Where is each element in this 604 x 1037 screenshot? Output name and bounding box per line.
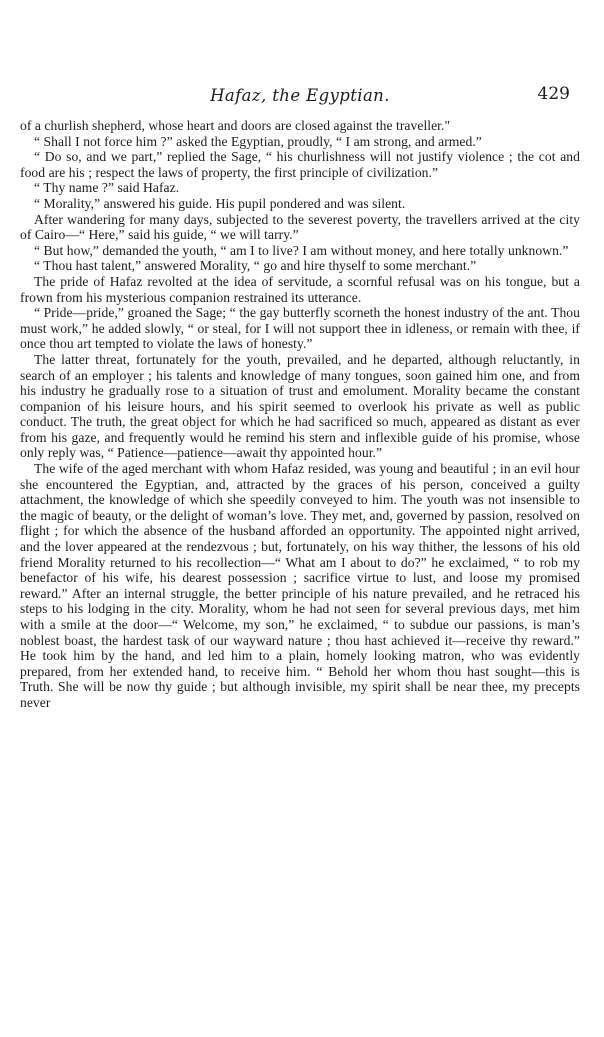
paragraph: “ Thy name ?” said Hafaz. <box>34 180 180 196</box>
page-header <box>20 80 580 112</box>
paragraph: “ Thou hast talent,” answered Morality, “ go and hire thyself to some merchant.” <box>34 258 477 274</box>
paragraph: “ Do so, and we part,” replied the Sage, “ his churlishness will not justify violence ; the cot and food are his ; respect the laws of property, the first principle of civilization.” <box>20 149 580 180</box>
paragraph: “ Morality,” answered his guide. His pupil pondered and was silent. <box>34 195 406 211</box>
paragraph: of a churlish shepherd, whose heart and doors are closed against the traveller." <box>20 118 451 133</box>
paragraph: “ Pride—pride,” groaned the Sage; “ the gay butterfly scorneth the honest industry of the ant. Thou must work,” he added slowly, “ or steal, for I will not support thee in idleness, or remain with thee, if once thou art tempted to violate the laws of honesty.” <box>20 305 580 352</box>
page-number: 429 <box>537 84 570 104</box>
paragraph: The latter threat, fortunately for the youth, prevailed, and he departed, although reluctantly, in search of an employer ; his talents and knowledge of many tongues, soon gained him one, and from his industry he gradually rose to a situation of trust and emolument. Morality became the constant companion of his leisure hours, and his spirit seemed to overlook his private as well as public conduct. The truth, the great object for which he had sacrificed so much, appeared as distant as ever from his gaze, and frequently would he remind his stern and inflexible guide of his promise, whose only reply was, “ Patience—patience—await thy appointed hour.” <box>20 351 580 461</box>
paragraph: The wife of the aged merchant with whom Hafaz resided, was young and beautiful ; in an evil hour she encountered the Egyptian, and, attracted by the graces of his person, conceived a guilty attachment, the knowledge of which she speedily conveyed to him. The youth was not insensible to the magic of beauty, or the delight of woman’s love. They met, and, governed by passion, resolved on flight ; for which the absence of the husband afforded an opportunity. The appointed night arrived, and the lover appeared at the rendezvous ; but, fortunately, on his way thither, the lessons of his old friend Morality returned to his recollection—“ What am I about to do?” he exclaimed, “ to rob my benefactor of his wife, his dearest possession ; sacrifice virtue to lust, and loose my promised reward.” After an internal struggle, the better principle of his nature prevailed, and he retraced his steps to his lodging in the city. Morality, whom he had not seen for several previous days, met him with a smile at the door—“ Welcome, my son,” he exclaimed, “ to subdue our passions, is man’s noblest boast, the hardest task of our wayward nature ; thou hast achieved it—receive thy reward.” He took him by the hand, and led him to a plain, homely looking matron, who was evidently prepared, from her extended hand, to receive him. “ Behold her whom thou hast sought—this is Truth. She will be now thy guide ; but although invisible, my spirit shall be near thee, my precepts never <box>20 461 580 710</box>
paragraph: After wandering for many days, subjected to the severest poverty, the travellers arrived at the city of Cairo—“ Here,” said his guide, “ we will tarry.” <box>20 211 580 243</box>
running-title: Hafaz, the Egyptian. <box>210 86 390 105</box>
body-text <box>20 118 580 711</box>
paragraph: The pride of Hafaz revolted at the idea of servitude, a scornful refusal was on his tongue, but a frown from his mysterious companion restrained its utterance. <box>20 273 580 305</box>
paragraph: “ Shall I not force him ?” asked the Egyptian, proudly, “ I am strong, and armed.” <box>34 133 482 149</box>
paragraph: “ But how,” demanded the youth, “ am I to live? I am without money, and here totally unknown.” <box>34 242 569 258</box>
